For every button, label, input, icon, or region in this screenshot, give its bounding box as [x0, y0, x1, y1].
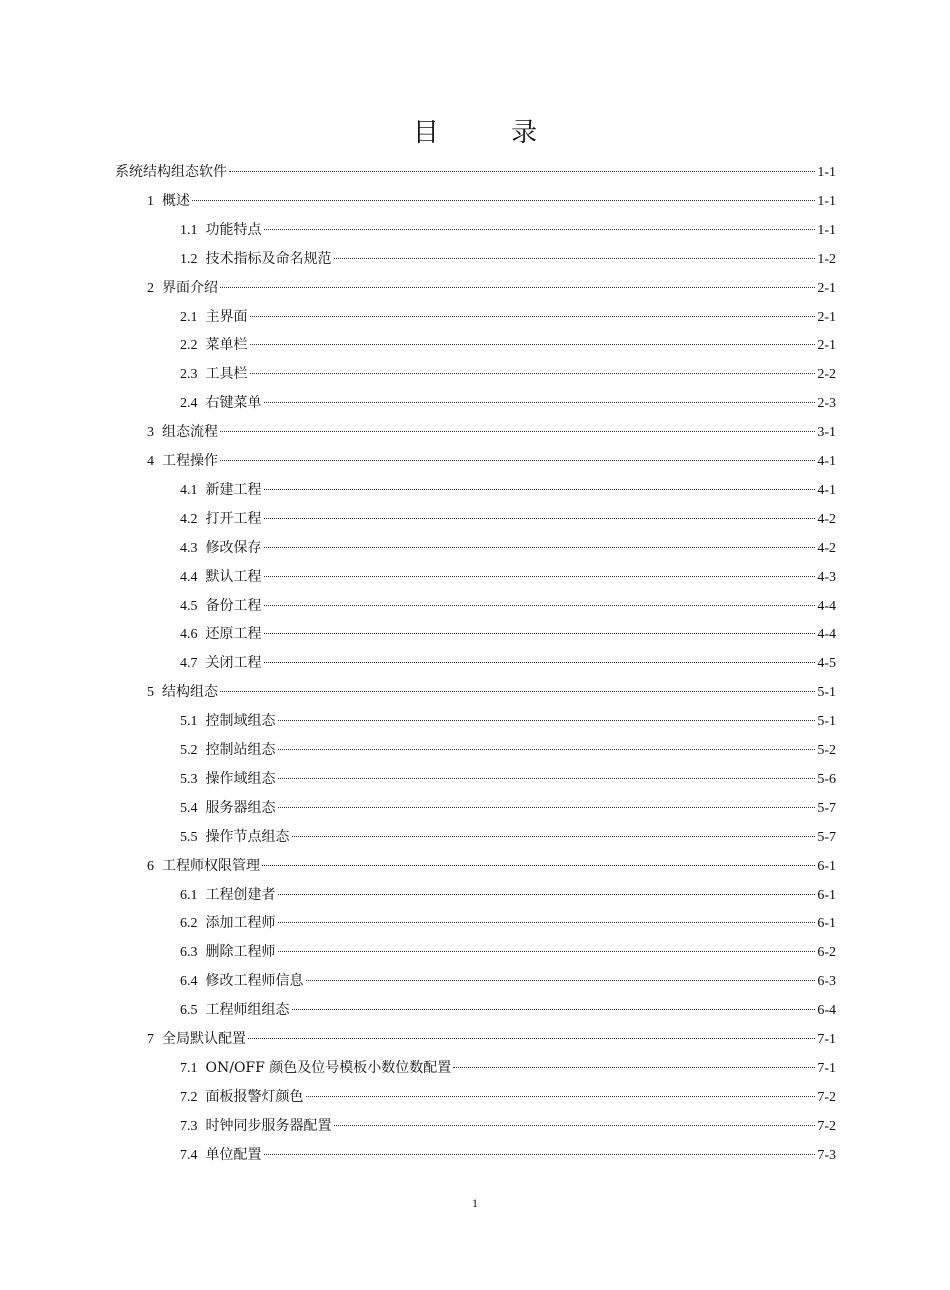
toc-entry[interactable] [115, 158, 836, 186]
toc-entry[interactable] [180, 794, 836, 822]
toc-entry-page: 6-1 [817, 858, 836, 874]
toc-entry[interactable] [180, 707, 836, 735]
toc-dot-leader [220, 287, 815, 288]
toc-entry[interactable] [180, 765, 836, 793]
toc-dot-leader [278, 951, 816, 952]
toc-entry-page: 5-2 [817, 743, 836, 758]
toc-entry[interactable] [147, 1025, 836, 1053]
toc-entry[interactable] [180, 909, 836, 937]
toc-entry-number: 6 [147, 858, 154, 874]
toc-dot-leader [278, 778, 816, 779]
toc-dot-leader [192, 200, 815, 201]
toc-entry-page: 7-2 [817, 1118, 836, 1134]
toc-entry[interactable] [147, 187, 836, 215]
toc-entry-number: 5.1 [180, 714, 198, 730]
toc-entry-page: 4-4 [817, 627, 836, 643]
toc-entry[interactable] [147, 852, 836, 880]
toc-entry-number: 7.2 [180, 1089, 198, 1105]
toc-entry-page: 4-1 [817, 454, 836, 469]
toc-entry[interactable] [180, 563, 836, 591]
toc-dot-leader [334, 258, 816, 259]
toc-entry-title: 功能特点 [205, 221, 262, 238]
toc-dot-leader [306, 1096, 816, 1097]
toc-entry-number: 2 [147, 280, 154, 296]
toc-entry-title: 面板报警灯颜色 [205, 1088, 304, 1105]
toc-entry-title: 工程操作 [162, 453, 218, 469]
toc-dot-leader [250, 373, 816, 374]
toc-dot-leader [278, 720, 816, 721]
toc-entry-title: 主界面 [205, 308, 248, 325]
toc-entry[interactable] [180, 245, 836, 273]
toc-entry-page: 1-1 [817, 165, 836, 180]
toc-entry[interactable] [180, 534, 836, 562]
toc-entry-title: 关闭工程 [205, 655, 262, 672]
toc-entry-page: 7-1 [817, 1060, 836, 1076]
page-title: 目 录 [412, 118, 570, 148]
toc-entry[interactable] [147, 274, 836, 302]
toc-entry-title: 删除工程师 [205, 944, 276, 961]
toc-entry-title: 工程师组组态 [205, 1002, 290, 1019]
toc-entry[interactable] [180, 389, 836, 417]
toc-entry-title: 概述 [162, 192, 190, 209]
toc-entry-page: 5-1 [817, 685, 836, 701]
toc-entry-number: 7.3 [180, 1118, 198, 1134]
toc-entry-title: 工程创建者 [205, 886, 276, 903]
toc-entry-page: 6-1 [817, 887, 836, 903]
toc-entry-title: 系统结构组态软件 [115, 164, 227, 180]
toc-entry-title: 控制站组态 [205, 742, 276, 758]
toc-entry-number: 5.5 [180, 829, 198, 845]
toc-entry[interactable] [180, 331, 836, 359]
toc-entry-page: 1-1 [817, 222, 836, 238]
toc-entry-title: 修改保存 [205, 539, 262, 556]
toc-entry[interactable] [180, 1112, 836, 1140]
toc-entry[interactable] [147, 678, 836, 706]
toc-entry[interactable] [180, 1141, 836, 1169]
toc-dot-leader [264, 605, 816, 606]
toc-entry[interactable] [180, 620, 836, 648]
toc-entry-number: 4.1 [180, 482, 198, 498]
toc-entry-page: 5-7 [817, 800, 836, 816]
toc-entry-title: 操作节点组态 [205, 828, 290, 845]
toc-entry[interactable] [180, 360, 836, 388]
toc-entry-title: 组态流程 [162, 424, 218, 441]
toc-dot-leader [220, 431, 815, 432]
toc-entry-title: 修改工程师信息 [205, 973, 304, 990]
toc-entry-number: 5 [147, 685, 154, 701]
toc-entry-title: 工程师权限管理 [162, 857, 260, 874]
toc-entry-number: 4.4 [180, 569, 198, 585]
toc-dot-leader [248, 1038, 815, 1039]
toc-entry-page: 2-3 [817, 396, 836, 412]
toc-entry[interactable] [180, 649, 836, 677]
toc-dot-leader [278, 749, 816, 750]
toc-entry-page: 7-1 [817, 1032, 836, 1047]
toc-entry-page: 2-1 [817, 338, 836, 354]
toc-entry-title: 全局默认配置 [162, 1031, 246, 1047]
toc-entry-number: 7 [147, 1032, 154, 1047]
toc-entry[interactable] [180, 1083, 836, 1111]
toc-entry-title: 技术指标及命名规范 [205, 250, 332, 267]
toc-dot-leader [453, 1067, 815, 1068]
toc-entry-number: 6.3 [180, 945, 198, 961]
toc-entry[interactable] [180, 736, 836, 764]
toc-dot-leader [306, 980, 816, 981]
toc-entry-number: 5.3 [180, 771, 198, 787]
toc-entry-title: 工具栏 [205, 366, 248, 383]
toc-entry-page: 1-2 [817, 251, 836, 267]
toc-entry-page: 4-4 [817, 598, 836, 614]
toc-entry-title: 控制域组态 [205, 713, 276, 730]
toc-dot-leader [250, 316, 816, 317]
toc-dot-leader [278, 807, 816, 808]
toc-dot-leader [278, 894, 816, 895]
toc-dot-leader [250, 344, 816, 345]
toc-entry-number: 6.5 [180, 1003, 198, 1019]
toc-entry-page: 6-4 [817, 1003, 836, 1019]
toc-entry-title: 时钟同步服务器配置 [205, 1117, 332, 1134]
toc-dot-leader [264, 229, 816, 230]
toc-entry-title: 右键菜单 [205, 395, 262, 412]
toc-entry[interactable] [180, 938, 836, 966]
toc-entry-number: 2.3 [180, 367, 198, 383]
toc-dot-leader [264, 576, 816, 577]
toc-dot-leader [264, 1154, 816, 1155]
toc-dot-leader [262, 865, 815, 866]
toc-entry-number: 4.2 [180, 511, 198, 527]
toc-dot-leader [292, 836, 816, 837]
toc-dot-leader [264, 518, 816, 519]
page-number: 1 [472, 1196, 478, 1210]
toc-entry-title: 还原工程 [205, 626, 262, 643]
toc-entry-number: 6.1 [180, 887, 198, 903]
toc-entry-number: 5.2 [180, 743, 198, 758]
toc-entry-page: 2-1 [817, 309, 836, 325]
toc-entry-page: 5-1 [817, 714, 836, 730]
toc-entry-title: 新建工程 [205, 481, 262, 498]
toc-entry-number: 4 [147, 454, 154, 469]
toc-entry-page: 4-2 [817, 511, 836, 527]
toc-entry-number: 6.2 [180, 916, 198, 932]
toc-entry-title: 界面介绍 [162, 279, 218, 296]
toc-entry-page: 4-5 [817, 656, 836, 672]
toc-entry-number: 1.2 [180, 251, 198, 267]
toc-entry-page: 6-2 [817, 945, 836, 961]
toc-entry-number: 4.6 [180, 627, 198, 643]
toc-entry[interactable] [180, 303, 836, 331]
toc-dot-leader [229, 171, 815, 172]
toc-dot-leader [264, 547, 816, 548]
toc-entry-number: 2.4 [180, 396, 198, 412]
toc-entry-number: 4.5 [180, 598, 198, 614]
toc-entry-title: 结构组态 [162, 684, 218, 701]
toc-entry-page: 2-2 [817, 367, 836, 383]
toc-dot-leader [264, 633, 816, 634]
toc-dot-leader [278, 922, 816, 923]
toc-entry[interactable] [180, 967, 836, 995]
toc-entry-page: 4-1 [817, 482, 836, 498]
toc-entry-title: 备份工程 [205, 597, 262, 614]
toc-entry-title: 操作域组态 [205, 770, 276, 787]
toc-entry-title: 菜单栏 [205, 337, 248, 354]
toc-entry-title: 添加工程师 [205, 915, 276, 932]
toc-entry-number: 1.1 [180, 222, 198, 238]
toc-entry-number: 5.4 [180, 800, 198, 816]
toc-dot-leader [220, 460, 815, 461]
toc-entry-page: 6-3 [817, 974, 836, 990]
toc-entry-page: 4-2 [817, 540, 836, 556]
toc-entry-number: 4.7 [180, 656, 198, 672]
toc-dot-leader [264, 402, 816, 403]
toc-entry-page: 2-1 [817, 280, 836, 296]
toc-entry-page: 4-3 [817, 569, 836, 585]
toc-entry-number: 7.1 [180, 1060, 198, 1076]
toc-entry[interactable] [180, 1054, 836, 1082]
toc-entry-title: 默认工程 [205, 568, 262, 585]
toc-entry-title: ON/OFF 颜色及位号模板小数位数配置 [205, 1059, 452, 1076]
toc-entry-page: 3-1 [817, 425, 836, 441]
toc-entry-number: 7.4 [180, 1147, 198, 1163]
toc-entry[interactable] [180, 996, 836, 1024]
toc-dot-leader [264, 662, 816, 663]
toc-entry[interactable] [180, 881, 836, 909]
toc-entry[interactable] [147, 447, 836, 475]
toc-entry[interactable] [147, 418, 836, 446]
toc-entry-page: 7-2 [817, 1089, 836, 1105]
toc-dot-leader [220, 691, 815, 692]
toc-entry-page: 5-7 [817, 829, 836, 845]
toc-entry-number: 6.4 [180, 974, 198, 990]
toc-entry-page: 7-3 [817, 1147, 836, 1163]
toc-entry-page: 1-1 [817, 193, 836, 209]
toc-entry-page: 6-1 [817, 916, 836, 932]
toc-entry-title: 打开工程 [205, 510, 262, 527]
toc-dot-leader [264, 489, 816, 490]
toc-entry[interactable] [180, 216, 836, 244]
toc-entry[interactable] [180, 476, 836, 504]
toc-entry-number: 1 [147, 193, 154, 209]
toc-entry-title: 服务器组态 [205, 799, 276, 816]
toc-dot-leader [334, 1125, 816, 1126]
toc-entry-number: 4.3 [180, 540, 198, 556]
toc-entry[interactable] [180, 823, 836, 851]
toc-entry-number: 2.1 [180, 309, 198, 325]
toc-entry-number: 3 [147, 425, 154, 441]
toc-entry[interactable] [180, 505, 836, 533]
toc-entry-number: 2.2 [180, 338, 198, 354]
toc-dot-leader [292, 1009, 816, 1010]
toc-entry[interactable] [180, 592, 836, 620]
toc-entry-title: 单位配置 [205, 1146, 262, 1163]
toc-entry-page: 5-6 [817, 771, 836, 787]
